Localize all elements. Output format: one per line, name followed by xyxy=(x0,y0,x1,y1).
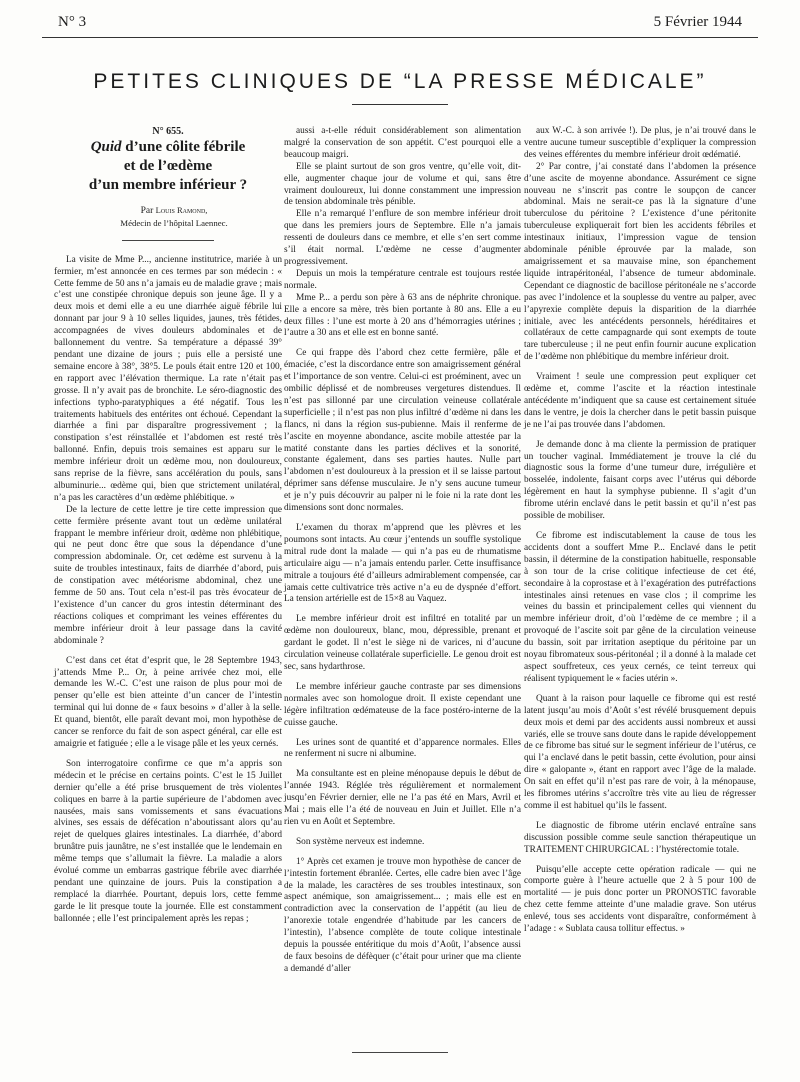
author-name: Louis Ramond, xyxy=(155,204,208,215)
author-affiliation: Médecin de l’hôpital Laennec. xyxy=(120,217,228,228)
paragraph: Vraiment ! seule une compression peut expliquer cet œdème et, comme l’ascite et la réaction intestinale antécédente m’indiquent que sa cause est certainement située dans le ventre, je dois la chercher dans le petit bassin puisque je ne l’ai pas trouvée dans l’abdomen. xyxy=(524,372,756,430)
paragraph: Ma consultante est en pleine ménopause depuis le début de l’année 1943. Réglée très régulièrement et normalement jusqu’en Février dernier, elle ne l’a pas été en Mars, Avril et Mai ; mais elle l’a été de nouveau en Juin et Juillet. Elle n’a rien vu en Août et Septembre. xyxy=(284,769,521,827)
title-quid: Quid xyxy=(90,138,122,155)
issue-number: N° 3 xyxy=(58,14,87,30)
paragraph: Le membre inférieur gauche contraste par ses dimensions normales avec son homologue droit. Il existe cependant une légère infiltration œdémateuse de la face postéro-interne de la cuisse gauche. xyxy=(284,681,521,728)
column-2 xyxy=(284,126,521,976)
byline xyxy=(54,205,282,218)
paragraph: Son interrogatoire confirme ce que m’a appris son médecin et le précise en certains points. C’est le 15 Juillet dernier qu’elle a été prise brusquement de très violentes coliques en barre à la partie supérieure de l’abdomen avec nausées, mais sans vomissements et sans évacuations alvines, ses essais de défécation n’aboutissant alors qu’au rejet de quelques glaires intestinales. La diarrhée, d’abord brunâtre puis jaunâtre, ne s’est installée que le lendemain en même temps que s’allumait la fièvre. La maladie a alors évolué comme un embarras gastrique fébrile avec diarrhée pendant une quinzaine de jours. Puis la constipation a remplacé la diarrhée. Pourtant, depuis lors, cette femme garde le lit presque toute la journée. Elle est constamment ballonnée ; elle l’est principalement après les repas ; xyxy=(54,758,282,924)
column-3 xyxy=(524,126,756,936)
issue-date: 5 Février 1944 xyxy=(653,14,742,30)
paragraph: Les urines sont de quantité et d’apparence normales. Elles ne renferment ni sucre ni albumine. xyxy=(284,737,521,760)
title-line-2: et de l’œdème xyxy=(123,157,213,174)
paragraph: Son système nerveux est indemne. xyxy=(296,836,425,847)
paragraph: 2° Par contre, j’ai constaté dans l’abdomen la présence d’une ascite de moyenne abondance. Assurément ce signe nouveau ne s’inscrit pas contre le soupçon de cancer abdominal. Mais ne serait-ce pas là la signature d’une tuberculose du péritoine ? L’existence d’une péritonite tuberculeuse expliquerait fort bien les accidents fébriles et intestinaux initiaux, l’impression vague de tension abdominale pénible éprouvée par la malade, son amaigrissement et sa mauvaise mine, son épanchement liquide intrapéritonéal, l’absence de tumeur abdominale. Cependant ce diagnostic de bacillose péritonéale ne s’accorde pas avec l’indolence et la souplesse du ventre au palper, avec l’apyrexie complète depuis la disparition de la diarrhée initiale, avec les antécédents personnels, héréditaires et collatéraux de cette campagnarde qui sont exempts de toute tare tuberculeuse ; il ne peut enfin fournir aucune explication de l’œdème non phlébitique du membre inférieur droit. xyxy=(524,161,756,363)
col3-body xyxy=(524,126,756,936)
paragraph: Le membre inférieur droit est infiltré en totalité par un œdème non douloureux, blanc, mou, dépressible, prenant et gardant le godet. Il n’est le siège ni de varices, ni d’aucune circulation veineuse collatérale superficielle. Le genou droit est sec, sans hydarthrose. xyxy=(284,614,521,672)
end-rule xyxy=(352,1052,448,1053)
column-1 xyxy=(54,126,282,926)
journal-banner: PETITES CLINIQUES DE “LA PRESSE MÉDICALE” xyxy=(93,70,707,93)
paragraph: La visite de Mme P..., ancienne institutrice, mariée à un fermier, m’est annoncée en ces termes par son médecin : « Cette femme de 50 ans n’a jamais eu de maladie grave ; mais c’est une constipée chronique depuis son jeune âge. Il y a deux mois et demi elle a eu une diarrhée aiguë fébrile lui donnant par jour 9 à 10 selles liquides, jaunes, très fétides, accompagnées de vives douleurs abdominales et de ballonnement du ventre. Sa température a dépassé 39° pendant une dizaine de jours ; puis elle a persisté une semaine encore à 38°, 38°5. Le pouls était entre 120 et 100, en rapport avec l’élévation thermique. La rate n’était pas grosse. Il n’y avait pas de bronchite. Le séro-diagnostic des infections typho-paratyphiques a été négatif. Tous les traitements habituels des entérites ont échoué. Cependant la diarrhée a fini par disparaître progressivement ; la constipation s’est réinstallée et l’abdomen est resté très ballonné. Enfin, depuis trois semaines est apparu sur le membre inférieur droit un œdème mou, non douloureux, sans reprise de la fièvre, sans accélération du pouls, sans albuminurie... œdème qui, bien que strictement unilatéral, n’a pas les caractères d’un œdème phlébitique. » xyxy=(54,254,282,503)
paragraph: De la lecture de cette lettre je tire cette impression que cette fermière présente avant tout un œdème unilatéral frappant le membre inférieur droit, œdème non phlébitique, qui ne peut donc être que sous la dépendance d’une compression abdominale. Or, cet œdème est survenu à la suite de troubles intestinaux, faits de diarrhée d’abord, puis de constipation avec météorisme abdominal, chez une femme de 50 ans. Tout cela n’est-il pas très évocateur de l’existence d’un cancer du gros intestin déterminant des réactions coliques et comprimant les veines efférentes du membre inférieur droit à leur passage dans la cavité abdominale ? xyxy=(54,504,282,646)
paragraph: C’est dans cet état d’esprit que, le 28 Septembre 1943, j’attends Mme P... Or, à peine arrivée chez moi, elle demande les W.-C. C’est une raison de plus pour moi de penser qu’elle est bien atteinte d’un cancer de l’intestin terminal qui lui donne de « faux besoins » d’aller à la selle. Et quand, bientôt, elle paraît devant moi, mon hypothèse de cancer se renforce du fait de son aspect général, car elle est amaigrie et fatiguée ; elle a le visage pâle et les yeux cernés. xyxy=(54,655,282,749)
title-rule xyxy=(122,240,214,241)
byline-prefix: Par xyxy=(140,205,156,216)
paragraph: Puisqu’elle accepte cette opération radicale — qui ne comporte guère à l’heure actuelle que 2 à 5 pour 100 de mortalité — je puis donc porter un PRONOSTIC favorable chez cette femme atteinte d’une maladie grave. Son utérus enlevé, tous ses accidents vont disparaître, conformément à l’adage : « Sublata causa tollitur effectus. » xyxy=(524,864,756,935)
title-line-1: d’une côlite fébrile xyxy=(121,138,246,155)
banner-rule xyxy=(352,104,448,105)
paragraph: 1° Après cet examen je trouve mon hypothèse de cancer de l’intestin fortement ébranlée. Certes, elle cadre bien avec l’âge de la malade, les caractères de ses troubles intestinaux, son aspect anémique, son amaigrissement... ; mais elle est en contradiction avec la conservation de l’appétit (au lieu de l’anorexie totale engendrée d’habitude par les cancers de l’intestin), l’absence complète de toute colique intestinale depuis la poussée entéritique du mois d’Août, l’absence aussi de faux besoins de défèquer (c’était pour uriner que ma cliente a demandé d’aller xyxy=(284,856,521,974)
article-title xyxy=(54,138,282,195)
paragraph: aussi a-t-elle réduit considérablement son alimentation malgré la conservation de son appétit. C’est pourquoi elle a beaucoup maigri. xyxy=(284,126,521,160)
header-rule xyxy=(42,37,758,38)
paragraph: Je demande donc à ma cliente la permission de pratiquer un toucher vaginal. Immédiatement je trouve la clé du diagnostic sous la forme d’une tumeur dure, irrégulière et bosselée, indolente, faisant corps avec l’utérus qui déborde légèrement en haut la symphyse pubienne. Il s’agit d’un fibrome utérin enclavé dans le petit bassin et qu’il n’est pas possible de mobiliser. xyxy=(524,439,756,522)
article-number: N° 655. xyxy=(152,126,184,137)
paragraph: Mme P... a perdu son père à 63 ans de néphrite chronique. Elle a encore sa mère, très bien portante à 80 ans. Elle a eu deux filles : l’une est morte à 20 ans d’hémorragies utérines ; l’autre a 30 ans et elle est en bonne santé. xyxy=(284,292,521,339)
paragraph: L’examen du thorax m’apprend que les plèvres et les poumons sont intacts. Au cœur j’entends un souffle systolique mitral rude dont la malade — qui n’a pas eu de rhumatisme articulaire aigu — n’a jamais entendu parler. Cette insuffisance mitrale a toujours été d’ailleurs admirablement compensée, car jamais cette cultivatrice très active n’a eu de dyspnée d’effort. La tension artérielle est de 15×8 au Vaquez. xyxy=(284,523,521,605)
title-line-3: d’un membre inférieur ? xyxy=(88,176,248,193)
paragraph: Elle n’a remarqué l’enflure de son membre inférieur droit que dans les premiers jours de Septembre. Elle n’a jamais ressenti de douleurs dans ce membre, et elle s’en sert comme s’il était normal. L’œdème ne cesse d’augmenter progressivement. xyxy=(284,209,521,267)
col2-body xyxy=(284,126,521,976)
paragraph: aux W.-C. à son arrivée !). De plus, je n’ai trouvé dans le ventre aucune tumeur susceptible d’expliquer la compression des veines efférentes du membre inférieur droit œdématié. xyxy=(524,126,756,160)
paragraph: Elle se plaint surtout de son gros ventre, qu’elle voit, dit-elle, augmenter chaque jour de volume et qui, sans être vraiment douloureux, lui donne constamment une impression de tension abdominale très pénible. xyxy=(284,161,521,208)
paragraph: Quant à la raison pour laquelle ce fibrome qui est resté latent jusqu’au mois d’Août s’est révélé brusquement depuis deux mois et demi par des accidents aussi nombreux et aussi variés, elle se trouve sans doute dans le rapide développement de ce fibrome bas situé sur le segment inférieur de l’utérus, ce qui l’a enclavé dans le petit bassin, cette évolution, pour ainsi dire « galopante », étant en rapport avec l’âge de la malade. On sait en effet qu’il n’est pas rare de voir, à la ménopause, les fibromes utérins s’accroître très vite au lieu de régresser comme il est habituel qu’ils le fassent. xyxy=(524,693,756,811)
paragraph: Le diagnostic de fibrome utérin enclavé entraîne sans discussion possible comme seule sanction thérapeutique un TRAITEMENT CHIRURGICAL : l’hystérectomie totale. xyxy=(524,820,756,855)
col1-body xyxy=(54,255,282,926)
paragraph: Depuis un mois la température centrale est toujours restée normale. xyxy=(284,268,521,291)
paragraph: Ce qui frappe dès l’abord chez cette fermière, pâle et émaciée, c’est la discordance entre son amaigrissement général et l’importance de son ventre. Celui-ci est proéminent, avec un ombilic déplissé et de nombreuses vergetures distendues. Il n’est pas sillonné par une circulation veineuse collatérale superficielle ; il n’est pas non plus infiltré d’œdème ni dans les flancs, ni dans la région sus-pubienne. Mais il renferme de l’ascite en moyenne abondance, ascite mobile attestée par la matité constante dans les parties déclives et la sonorité, constante également, dans ses parties hautes. Nulle part l’abdomen n’est douloureux à la pression et il se laisse partout déprimer sans défense musculaire. Je n’y sens aucune tumeur et je n’y puis découvrir au palper ni le foie ni la rate dont les dimensions sont donc normales. xyxy=(284,348,521,514)
paragraph: Ce fibrome est indiscutablement la cause de tous les accidents dont a souffert Mme P... Enclavé dans le petit bassin, il détermine de la constipation habituelle, responsable à son tour de la crise colitique infectieuse de cet été, secondaire à la coprostase et à l’exagération des putréfactions intestinales ainsi retenues en vase clos ; il comprime les veines du bassin et principalement celles qui viennent du membre inférieur droit, d’où l’œdème de ce membre ; il a provoqué de l’ascite soit par gêne de la circulation veineuse du bassin, soit par irritation aseptique du péritoine par un noyau fibromateux sous-péritonéal ; il a donné à la malade cet aspect souffreteux, ces yeux cernés, ce teint terreux qui réalisent typiquement le « facies utérin ». xyxy=(524,531,756,684)
